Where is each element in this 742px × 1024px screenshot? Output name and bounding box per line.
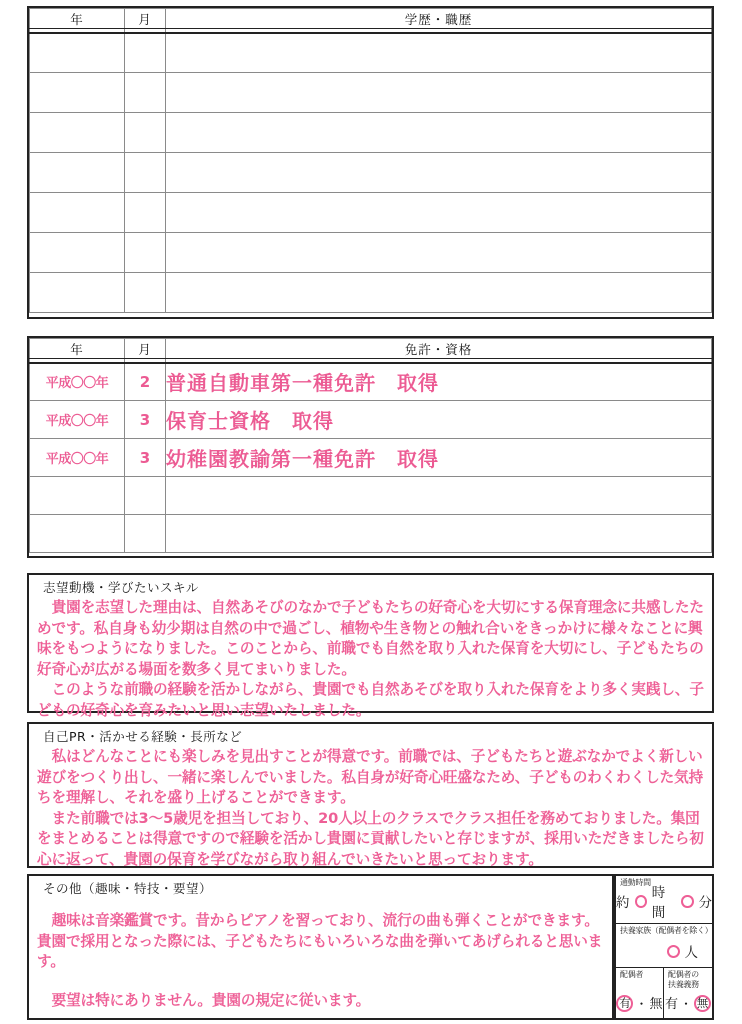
education-header-year: 年 — [30, 9, 125, 29]
license-cell-year-1[interactable]: 平成〇〇年 — [30, 401, 125, 439]
license-header-detail: 免許・資格 — [166, 339, 712, 359]
spouse-support-option-yes[interactable]: 有 — [664, 997, 678, 1012]
education-cell-year-0[interactable] — [30, 33, 125, 73]
dependents-value[interactable] — [616, 936, 712, 966]
commute-time-value[interactable] — [616, 885, 712, 921]
license-header-year: 年 — [30, 339, 125, 359]
spouse-support-cell[interactable] — [664, 968, 712, 1018]
commute-minutes-circle-icon[interactable] — [681, 895, 693, 908]
education-cell-month-3[interactable] — [125, 153, 166, 193]
table-row[interactable] — [30, 363, 712, 401]
education-cell-month-2[interactable] — [125, 113, 166, 153]
commute-hours-unit: 時間 — [651, 885, 666, 921]
education-cell-month-5[interactable] — [125, 233, 166, 273]
education-cell-year-4[interactable] — [30, 193, 125, 233]
education-cell-month-0[interactable] — [125, 33, 166, 73]
spouse-option-yes[interactable]: 有 — [616, 995, 633, 1012]
spouse-support-options[interactable] — [664, 990, 712, 1018]
license-cell-month-1[interactable]: 3 — [125, 401, 166, 439]
license-cell-month-3[interactable] — [125, 477, 166, 515]
license-header-row — [30, 339, 712, 359]
license-cell-detail-3[interactable] — [166, 477, 712, 515]
commute-time-label: 通勤時間 — [620, 878, 651, 887]
spouse-row — [616, 968, 712, 1018]
self-pr-block[interactable] — [27, 722, 714, 868]
self-pr-body[interactable] — [29, 747, 712, 870]
education-cell-year-1[interactable] — [30, 73, 125, 113]
spouse-support-option-no[interactable]: 無 — [694, 995, 711, 1012]
dependents-cell[interactable] — [616, 924, 712, 968]
spouse-options[interactable] — [616, 980, 663, 1018]
license-qualification-table — [27, 336, 714, 558]
spouse-support-label2: 扶養義務 — [668, 980, 699, 989]
education-cell-year-2[interactable] — [30, 113, 125, 153]
license-cell-detail-4[interactable] — [166, 515, 712, 553]
education-cell-year-3[interactable] — [30, 153, 125, 193]
education-cell-detail-3[interactable] — [166, 153, 712, 193]
commute-prefix: 約 — [616, 895, 630, 911]
education-header-row — [30, 9, 712, 29]
education-cell-year-5[interactable] — [30, 233, 125, 273]
table-row[interactable] — [30, 153, 712, 193]
table-row[interactable] — [30, 273, 712, 313]
motivation-block[interactable] — [27, 573, 714, 719]
education-cell-detail-0[interactable] — [166, 33, 712, 73]
license-grid — [29, 338, 712, 553]
license-cell-month-4[interactable] — [125, 515, 166, 553]
table-row[interactable] — [30, 113, 712, 153]
education-cell-detail-5[interactable] — [166, 233, 712, 273]
table-row[interactable] — [30, 439, 712, 477]
other-paragraph-1: 要望は特にありません。貴園の規定に従います。 — [51, 991, 371, 1009]
bottom-section — [27, 874, 714, 1020]
commute-time-cell[interactable] — [616, 876, 712, 924]
other-block[interactable] — [27, 874, 614, 1020]
education-header-detail: 学歴・職歴 — [166, 9, 712, 29]
commute-hours-circle-icon[interactable] — [635, 895, 647, 908]
side-info-panel — [614, 874, 714, 1020]
license-cell-year-4[interactable] — [30, 515, 125, 553]
license-cell-year-2[interactable]: 平成〇〇年 — [30, 439, 125, 477]
spouse-cell[interactable] — [616, 968, 664, 1018]
spouse-support-label: 配偶者の — [668, 970, 699, 979]
commute-minutes-unit: 分 — [698, 895, 712, 911]
table-row[interactable] — [30, 233, 712, 273]
spouse-option-no[interactable]: 無 — [649, 997, 663, 1012]
self-pr-paragraph-1: また前職では3～5歳児を担当しており、20人以上のクラスでクラス担任を務めておりました。集団をまとめることは得意ですので経験を活かし貴園に貢献したいと存じますが、採用いただきましたら初心に返って、貴園の保育を学びながら取り組んでいきたいと思っております。 — [37, 809, 704, 868]
motivation-paragraph-1: このような前職の経験を活かしながら、貴園でも自然あそびを取り入れた保育をより多く実践し、子どもの好奇心を育みたいと思い志望いたしました。 — [37, 681, 704, 719]
education-cell-month-6[interactable] — [125, 273, 166, 313]
dependents-label: 扶養家族（配偶者を除く） — [620, 926, 713, 935]
table-row[interactable] — [30, 193, 712, 233]
spouse-support-option-separator: ・ — [680, 997, 693, 1011]
education-cell-detail-6[interactable] — [166, 273, 712, 313]
table-row[interactable] — [30, 73, 712, 113]
license-cell-year-0[interactable]: 平成〇〇年 — [30, 363, 125, 401]
education-cell-detail-4[interactable] — [166, 193, 712, 233]
education-cell-detail-1[interactable] — [166, 73, 712, 113]
education-grid — [29, 8, 712, 313]
license-cell-year-3[interactable] — [30, 477, 125, 515]
license-cell-month-0[interactable]: 2 — [125, 363, 166, 401]
self-pr-label: 自己PR・活かせる経験・長所など — [43, 729, 243, 744]
other-label: その他（趣味・特技・要望） — [43, 881, 213, 896]
motivation-body[interactable] — [29, 598, 712, 721]
education-cell-month-4[interactable] — [125, 193, 166, 233]
education-cell-month-1[interactable] — [125, 73, 166, 113]
motivation-label: 志望動機・学びたいスキル — [43, 580, 199, 595]
spouse-label: 配偶者 — [620, 970, 644, 979]
education-cell-detail-2[interactable] — [166, 113, 712, 153]
dependents-unit: 人 — [684, 945, 698, 961]
education-header-month: 月 — [125, 9, 166, 29]
license-cell-month-2[interactable]: 3 — [125, 439, 166, 477]
self-pr-paragraph-0: 私はどんなことにも楽しみを見出すことが得意です。前職では、子どもたちと遊ぶなかでよく新しい遊びをつくり出し、一緒に楽しんでいました。私自身が好奇心旺盛なため、子どものわくわくした気持ちを理解し、それを盛り上げることができます。 — [37, 748, 704, 806]
spouse-option-separator: ・ — [635, 997, 648, 1011]
license-cell-detail-0[interactable]: 普通自動車第一種免許 取得 — [166, 363, 712, 401]
license-header-month: 月 — [125, 339, 166, 359]
dependents-count-circle-icon[interactable] — [667, 945, 680, 958]
table-row[interactable] — [30, 33, 712, 73]
license-cell-detail-2[interactable]: 幼稚園教諭第一種免許 取得 — [166, 439, 712, 477]
other-paragraph-0: 趣味は音楽鑑賞です。昔からピアノを習っており、流行の曲も弾くことができます。貴園で採用となった際には、子どもたちにもいろいろな曲を弾いてあげられると思います。 — [37, 912, 603, 970]
education-cell-year-6[interactable] — [30, 273, 125, 313]
license-cell-detail-1[interactable]: 保育士資格 取得 — [166, 401, 712, 439]
table-row[interactable] — [30, 515, 712, 553]
table-row[interactable] — [30, 477, 712, 515]
education-history-table — [27, 6, 714, 319]
other-body[interactable] — [29, 899, 612, 1011]
motivation-paragraph-0: 貴園を志望した理由は、自然あそびのなかで子どもたちの好奇心を大切にする保育理念に共感したためです。私自身も幼少期は自然の中で過ごし、植物や生き物との触れ合いをきっかけに様々なことに興味をもつようになりました。このことから、前職でも自然を取り入れた保育を大切にし、子どもたちの好奇心が広がる場面を数多く見てまいりました。 — [37, 599, 704, 678]
table-row[interactable] — [30, 401, 712, 439]
